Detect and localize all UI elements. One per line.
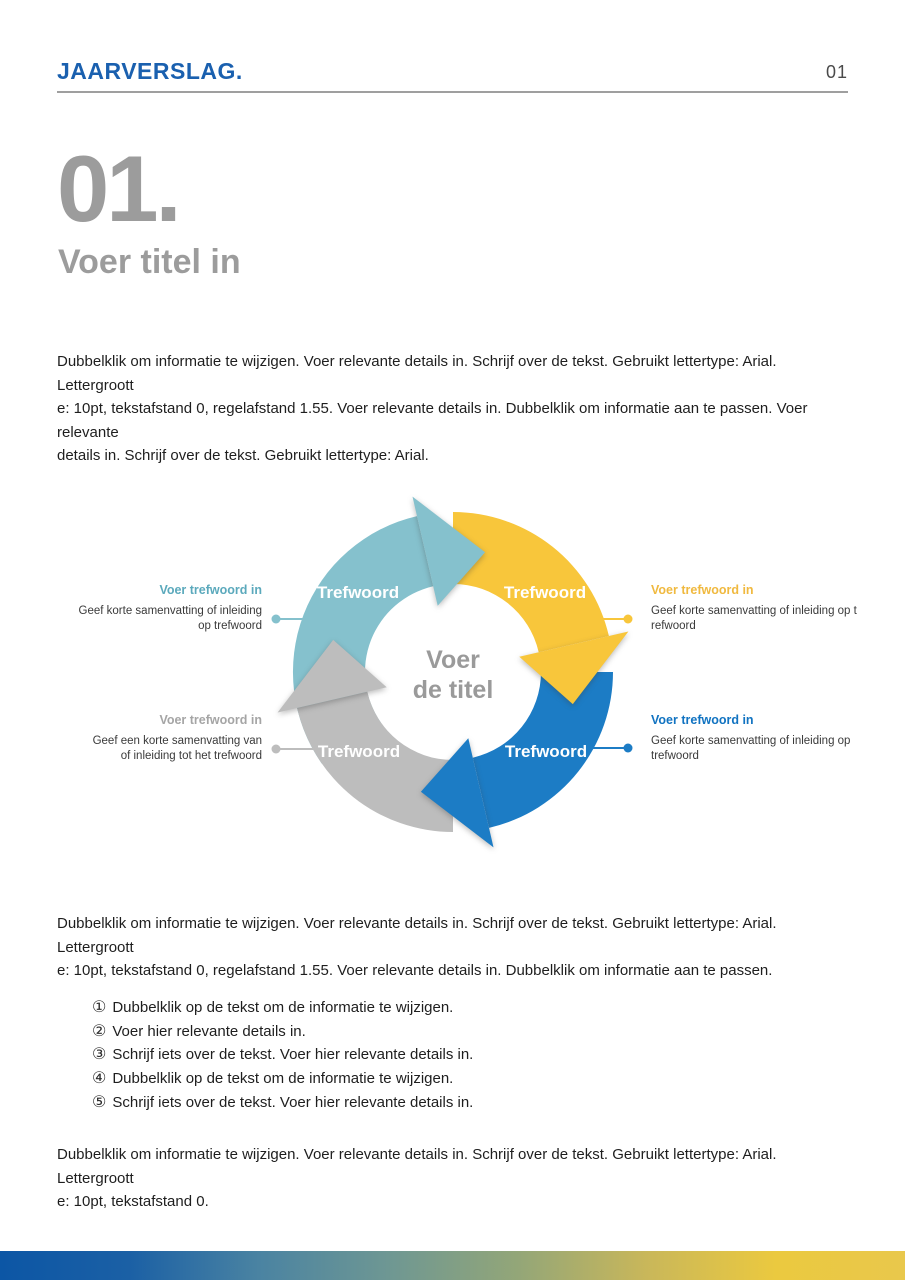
list-item [92,1020,473,1044]
list-item [92,1043,473,1067]
caption-line: Geef een korte samenvatting van [92,735,262,747]
paragraph-line: e: 10pt, tekstafstand 0, regelafstand 1.55. Voer relevante details in. Dubbelklik om informatie aan te passen. [57,962,773,979]
keyword-caption [651,604,886,634]
keyword-title: Voer trefwoord in [651,713,754,727]
step-text: Dubbelklik op de tekst om de informatie te wijzigen. [112,999,454,1016]
paragraph-line: Dubbelklik om informatie te wijzigen. Voer relevante details in. Schrijf over de tekst. Gebruikt lettertype: Arial. Lettergroott [57,353,777,394]
yellow-connector-dot [624,615,633,624]
step-text: Voer hier relevante details in. [112,1022,306,1040]
caption-line: Geef korte samenvatting of inleiding [78,605,262,617]
diagram-center-title-line2: de titel [412,676,494,704]
list-item [92,996,473,1020]
step-number-icon: ① [92,999,107,1016]
keyword-block-top-left [27,583,262,634]
caption-line: trefwoord [651,750,699,762]
brand-title: JAARVERSLAG. [57,58,243,84]
middle-paragraph [57,912,852,983]
page-number: 01 [825,62,848,82]
caption-line: of inleiding tot het trefwoord [120,750,262,762]
teal-connector-dot [272,615,281,624]
keyword-title: Voer trefwoord in [159,713,262,727]
caption-line: op trefwoord [198,620,262,632]
step-number-icon: ⑤ [92,1093,107,1111]
closing-paragraph [57,1143,852,1214]
gray-segment-arc [297,692,453,832]
segment-label-yellow: Trefwoord [503,583,587,602]
step-text: Schrijf iets over de tekst. Voer hier relevante details in. [112,1093,474,1111]
blue-connector-dot [624,744,633,753]
step-number-icon: ③ [92,1046,107,1064]
keyword-title: Voer trefwoord in [159,583,262,597]
header-divider [57,91,848,93]
footer-gradient-bar [0,1251,905,1280]
section-title: Voer titel in [58,243,241,281]
paragraph-line: details in. Schrijf over de tekst. Gebruikt lettertype: Arial. [57,447,429,464]
paragraph-line: e: 10pt, tekstafstand 0. [57,1193,209,1210]
diagram-center-title-line1: Voer [426,646,480,674]
segment-label-teal: Trefwoord [316,583,400,602]
paragraph-line: Dubbelklik om informatie te wijzigen. Voer relevante details in. Schrijf over de tekst. Gebruikt lettertype: Arial. Lettergroott [57,915,777,956]
segment-label-gray: Trefwoord [317,742,401,761]
keyword-caption [651,734,886,764]
caption-line: Geef korte samenvatting of inleiding op [651,735,851,747]
keyword-caption [27,604,262,634]
step-number-icon: ④ [92,1070,107,1088]
keyword-block-bottom-left [27,713,262,764]
step-number-icon: ② [92,1022,107,1040]
gray-connector-dot [272,745,281,754]
paragraph-line: e: 10pt, tekstafstand 0, regelafstand 1.55. Voer relevante details in. Dubbelklik om informatie aan te passen. Voer relevante [57,400,808,441]
steps-list [92,996,473,1115]
step-text: Schrijf iets over de tekst. Voer hier relevante details in. [112,1046,474,1064]
keyword-block-top-right [651,583,886,634]
section-number: 01. [57,136,179,241]
paragraph-line: Dubbelklik om informatie te wijzigen. Voer relevante details in. Schrijf over de tekst. Gebruikt lettertype: Arial. Lettergroott [57,1146,777,1187]
list-item [92,1067,473,1091]
keyword-block-bottom-right [651,713,886,764]
segment-label-blue: Trefwoord [504,742,588,761]
caption-line: refwoord [651,620,696,632]
keyword-caption [27,734,262,764]
step-text: Dubbelklik op de tekst om de informatie te wijzigen. [112,1070,454,1088]
caption-line: Geef korte samenvatting of inleiding op t [651,605,857,617]
list-item [92,1091,473,1115]
keyword-title: Voer trefwoord in [651,583,754,597]
cycle-diagram [223,442,683,902]
